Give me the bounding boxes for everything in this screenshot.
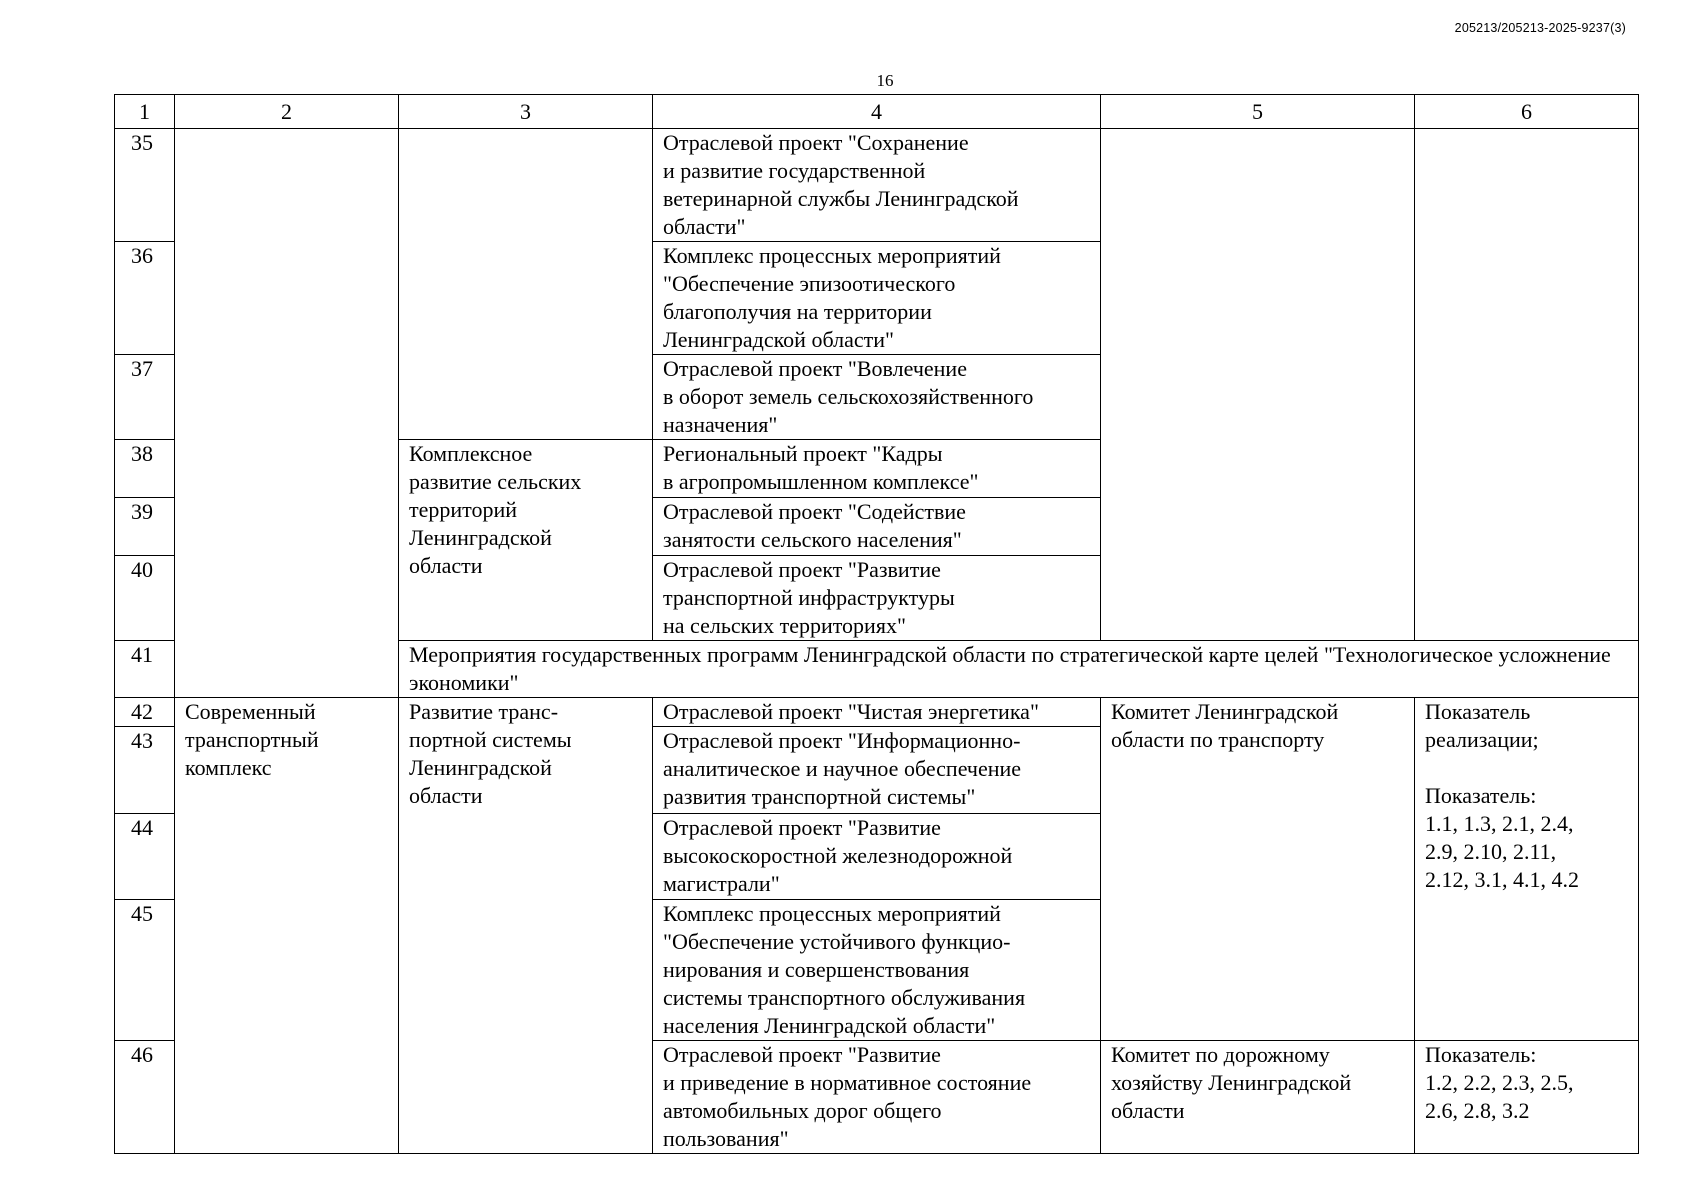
project-cell: Отраслевой проект "Развитие транспортной инфраструктуры на сельских территориях"	[653, 556, 1101, 641]
column-header-2: 2	[175, 95, 399, 129]
column-header-5: 5	[1101, 95, 1415, 129]
programs-table	[114, 94, 1639, 1154]
column-header-4: 4	[653, 95, 1101, 129]
project-cell: Комплекс процессных мероприятий "Обеспечение устойчивого функцио- нирования и совершенствования системы транспортного обслуживания населения Ленинградской области"	[653, 900, 1101, 1041]
table-row	[115, 698, 1639, 727]
row-number: 45	[115, 900, 175, 1041]
column-header-6: 6	[1415, 95, 1639, 129]
project-cell: Отраслевой проект "Информационно- аналитическое и научное обеспечение развития транспортной системы"	[653, 727, 1101, 814]
project-cell: Отраслевой проект "Развитие высокоскоростной железнодорожной магистрали"	[653, 814, 1101, 900]
goal-cell: Современный транспортный комплекс	[175, 698, 399, 1154]
project-cell: Отраслевой проект "Чистая энергетика"	[653, 698, 1101, 727]
program-cell: Развитие транс- портной системы Ленинградской области	[399, 698, 653, 1154]
indicator-cell-empty	[1415, 129, 1639, 641]
row-number: 43	[115, 727, 175, 814]
project-cell: Отраслевой проект "Вовлечение в оборот земель сельскохозяйственного назначения"	[653, 355, 1101, 440]
indicator-cell: Показатель реализации; Показатель: 1.1, 1.3, 2.1, 2.4, 2.9, 2.10, 2.11, 2.12, 3.1, 4.1, 4.2	[1415, 698, 1639, 1041]
program-cell: Комплексное развитие сельских территорий Ленинградской области	[399, 440, 653, 641]
row-number: 41	[115, 641, 175, 698]
goal-cell-empty	[175, 129, 399, 698]
table-row	[115, 129, 1639, 242]
indicator-cell: Показатель: 1.2, 2.2, 2.3, 2.5, 2.6, 2.8, 3.2	[1415, 1041, 1639, 1154]
project-cell: Региональный проект "Кадры в агропромышленном комплексе"	[653, 440, 1101, 498]
responsible-cell: Комитет по дорожному хозяйству Ленинградской области	[1101, 1041, 1415, 1154]
row-number: 36	[115, 242, 175, 355]
row-number: 46	[115, 1041, 175, 1154]
document-id: 205213/205213-2025-9237(3)	[1454, 21, 1626, 35]
page-number: 16	[876, 71, 894, 90]
row-number: 42	[115, 698, 175, 727]
row-number: 39	[115, 498, 175, 556]
responsible-cell: Комитет Ленинградской области по транспорту	[1101, 698, 1415, 1041]
row-number: 37	[115, 355, 175, 440]
row-number: 44	[115, 814, 175, 900]
responsible-cell-empty	[1101, 129, 1415, 641]
row-number: 35	[115, 129, 175, 242]
project-cell: Отраслевой проект "Развитие и приведение в нормативное состояние автомобильных дорог общего пользования"	[653, 1041, 1101, 1154]
column-header-3: 3	[399, 95, 653, 129]
program-cell-empty	[399, 129, 653, 440]
project-cell: Отраслевой проект "Содействие занятости сельского населения"	[653, 498, 1101, 556]
column-header-1: 1	[115, 95, 175, 129]
row-number: 38	[115, 440, 175, 498]
merged-program-cell: Мероприятия государственных программ Ленинградской области по стратегической карте целей "Технологическое усложнение экономики"	[399, 641, 1639, 698]
project-cell: Отраслевой проект "Сохранение и развитие государственной ветеринарной службы Ленинградской области"	[653, 129, 1101, 242]
project-cell: Комплекс процессных мероприятий "Обеспечение эпизоотического благополучия на территории Ленинградской области"	[653, 242, 1101, 355]
header-row	[115, 95, 1639, 129]
row-number: 40	[115, 556, 175, 641]
